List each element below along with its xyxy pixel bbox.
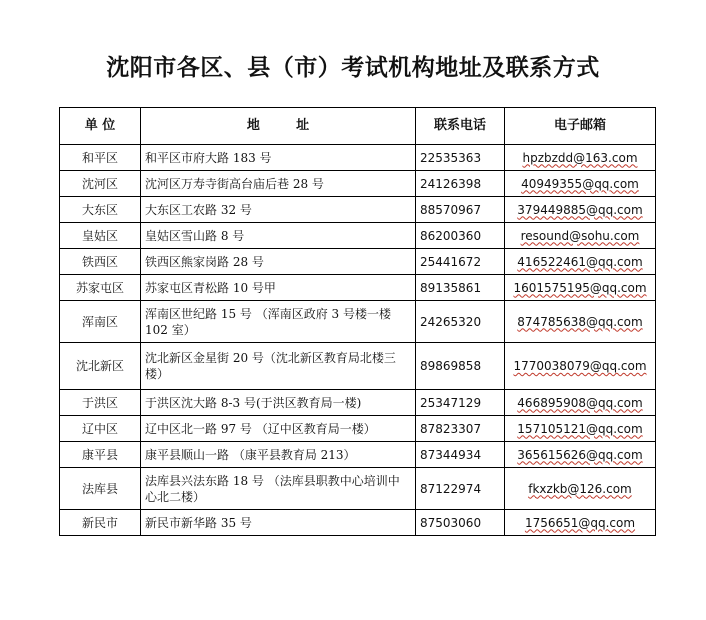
email-link[interactable]: 1770038079@qq.com [513, 359, 647, 373]
table-header-row [60, 108, 656, 145]
address-cell: 沈河区万寿寺街高台庙后巷 28 号 [141, 171, 416, 197]
email-cell [505, 275, 656, 301]
email-link[interactable]: hpzbzdd@163.com [522, 150, 638, 165]
email-cell [505, 510, 656, 536]
unit-cell: 皇姑区 [60, 223, 141, 249]
table-row [60, 416, 656, 442]
email-cell [505, 249, 656, 275]
page-title: 沈阳市各区、县（市）考试机构地址及联系方式 [106, 54, 600, 81]
email-link[interactable]: fkxzkb@126.com [528, 481, 632, 496]
table-row [60, 275, 656, 301]
table-row [60, 442, 656, 468]
table-row [60, 249, 656, 275]
address-cell: 法库县兴法东路 18 号 （法库县职教中心培训中心北二楼） [141, 468, 416, 510]
address-cell: 沈北新区金星街 20 号（沈北新区教育局北楼三楼） [141, 343, 416, 390]
phone-cell: 89869858 [416, 343, 505, 390]
email-cell [505, 171, 656, 197]
email-cell [505, 416, 656, 442]
table-row [60, 343, 656, 390]
table-row [60, 145, 656, 171]
table-row [60, 510, 656, 536]
address-cell: 浑南区世纪路 15 号 （浑南区政府 3 号楼一楼 102 室） [141, 301, 416, 343]
email-cell [505, 442, 656, 468]
unit-cell: 和平区 [60, 145, 141, 171]
phone-cell: 24265320 [416, 301, 505, 343]
unit-cell: 康平县 [60, 442, 141, 468]
unit-cell: 铁西区 [60, 249, 141, 275]
phone-cell: 22535363 [416, 145, 505, 171]
phone-cell: 25347129 [416, 390, 505, 416]
email-cell [505, 197, 656, 223]
contacts-table [59, 107, 656, 536]
email-link[interactable]: 1756651@qq.com [524, 515, 636, 530]
email-link[interactable]: 379449885@qq.com [517, 202, 643, 217]
table-row [60, 197, 656, 223]
email-link[interactable]: 157105121@qq.com [517, 421, 643, 436]
address-cell: 康平县顺山一路 （康平县教育局 213） [141, 442, 416, 468]
email-link[interactable]: 365615626@qq.com [517, 447, 643, 462]
header-phone: 联系电话 [416, 108, 505, 145]
email-cell [505, 145, 656, 171]
phone-cell: 87344934 [416, 442, 505, 468]
header-address: 地 址 [141, 108, 416, 145]
unit-cell: 法库县 [60, 468, 141, 510]
email-cell [505, 390, 656, 416]
phone-cell: 87823307 [416, 416, 505, 442]
unit-cell: 新民市 [60, 510, 141, 536]
unit-cell: 苏家屯区 [60, 275, 141, 301]
header-unit: 单 位 [60, 108, 141, 145]
unit-cell: 浑南区 [60, 301, 141, 343]
phone-cell: 86200360 [416, 223, 505, 249]
address-cell: 新民市新华路 35 号 [141, 510, 416, 536]
address-cell: 于洪区沈大路 8-3 号(于洪区教育局一楼) [141, 390, 416, 416]
email-cell [505, 343, 656, 390]
phone-cell: 87503060 [416, 510, 505, 536]
email-cell [505, 468, 656, 510]
phone-cell: 88570967 [416, 197, 505, 223]
address-cell: 大东区工农路 32 号 [141, 197, 416, 223]
unit-cell: 于洪区 [60, 390, 141, 416]
address-cell: 苏家屯区青松路 10 号甲 [141, 275, 416, 301]
email-link[interactable]: 874785638@qq.com [517, 314, 643, 329]
unit-cell: 辽中区 [60, 416, 141, 442]
table-row [60, 390, 656, 416]
address-cell: 和平区市府大路 183 号 [141, 145, 416, 171]
header-email: 电子邮箱 [505, 108, 656, 145]
email-cell [505, 223, 656, 249]
table-row [60, 468, 656, 510]
table-row [60, 223, 656, 249]
phone-cell: 25441672 [416, 249, 505, 275]
address-cell: 辽中区北一路 97 号 （辽中区教育局一楼） [141, 416, 416, 442]
phone-cell: 89135861 [416, 275, 505, 301]
address-cell: 皇姑区雪山路 8 号 [141, 223, 416, 249]
email-link[interactable]: 1601575195@qq.com [513, 280, 647, 295]
unit-cell: 大东区 [60, 197, 141, 223]
phone-cell: 87122974 [416, 468, 505, 510]
email-link[interactable]: resound@sohu.com [520, 228, 640, 243]
address-cell: 铁西区熊家岗路 28 号 [141, 249, 416, 275]
phone-cell: 24126398 [416, 171, 505, 197]
email-link[interactable]: 40949355@qq.com [521, 176, 639, 191]
unit-cell: 沈河区 [60, 171, 141, 197]
unit-cell: 沈北新区 [60, 343, 141, 390]
email-cell [505, 301, 656, 343]
table-row [60, 171, 656, 197]
table-row [60, 301, 656, 343]
email-link[interactable]: 416522461@qq.com [517, 254, 643, 269]
email-link[interactable]: 466895908@qq.com [517, 395, 643, 410]
